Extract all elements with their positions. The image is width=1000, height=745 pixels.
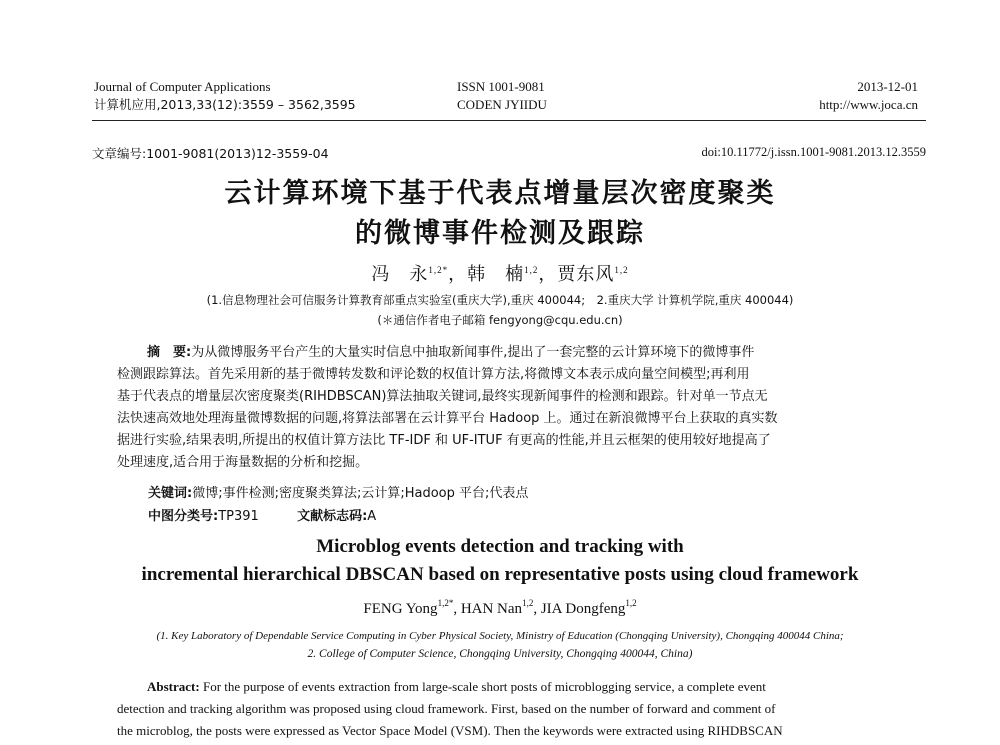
journal-name-en: Journal of Computer Applications — [94, 79, 271, 94]
article-number: 文章编号:1001-9081(2013)12-3559-04 — [92, 146, 329, 161]
title-cn-line1: 云计算环境下基于代表点增量层次密度聚类 — [224, 178, 776, 209]
author-en-2-sup: 1,2 — [522, 598, 534, 608]
affiliations-en-line2: 2. College of Computer Science, Chongqing University, Chongqing 400044, China) — [307, 648, 693, 660]
journal-citation-cn: 计算机应用,2013,33(12):3559 – 3562,3595 — [94, 97, 356, 112]
abstract-cn — [117, 342, 907, 474]
coden: CODEN JYIIDU — [457, 97, 547, 112]
affiliations-cn: (1.信息物理社会可信服务计算教育部重点实验室(重庆大学),重庆 400044; 2.重庆大学 计算机学院,重庆 400044) — [206, 293, 794, 307]
author-cn-1: 冯 永 — [371, 264, 429, 284]
clc-label: 中图分类号: — [148, 509, 219, 524]
title-en-line2: incremental hierarchical DBSCAN based on representative posts using cloud framework — [141, 564, 859, 585]
keywords-cn-label: 关键词: — [148, 486, 193, 501]
header-rule — [92, 120, 926, 121]
abstract-cn-line: 摘 要:为从微博服务平台产生的大量实时信息中抽取新闻事件,提出了一套完整的云计算环境下的微博事件 — [147, 345, 755, 360]
doc-code-value: A — [367, 509, 377, 524]
abstract-en-line: Abstract: For the purpose of events extraction from large-scale short posts of microblogging service, a complete event — [147, 679, 766, 694]
abstract-en-line: the microblog, the posts were expressed as Vector Space Model (VSM). Then the keywords were extracted using RIHDBSCAN — [117, 723, 783, 738]
title-cn-line2: 的微博事件检测及跟踪 — [355, 218, 645, 249]
abstract-cn-label: 摘 要: — [147, 345, 192, 360]
authors-cn — [0, 260, 1000, 286]
title-en-line1: Microblog events detection and tracking with — [316, 536, 684, 557]
doi[interactable]: doi:10.11772/j.issn.1001-9081.2013.12.3559 — [701, 145, 926, 159]
author-cn-3: ，贾东风 — [538, 264, 615, 284]
author-cn-1-sup: 1,2* — [428, 265, 449, 275]
doc-code-label: 文献标志码: — [297, 509, 368, 524]
abstract-cn-line: 处理速度,适合用于海量数据的分析和挖掘。 — [117, 455, 369, 470]
email-cn: (＊通信作者电子邮箱 fengyong@cqu.edu.cn) — [377, 313, 623, 327]
author-cn-3-sup: 1,2 — [614, 265, 629, 275]
abstract-en-label: Abstract: — [147, 679, 200, 694]
keywords-cn — [148, 482, 528, 501]
author-en-2: , HAN Nan — [453, 601, 523, 617]
author-cn-2: ，韩 楠 — [448, 264, 525, 284]
author-en-3: , JIA Dongfeng — [533, 601, 626, 617]
abstract-en-line: detection and tracking algorithm was proposed using cloud framework. First, based on the number of forward and comment of — [117, 701, 776, 716]
author-cn-2-sup: 1,2 — [524, 265, 539, 275]
publication-date: 2013-12-01 — [857, 79, 918, 94]
clc-value: TP391 — [218, 509, 259, 524]
abstract-en — [117, 676, 917, 742]
abstract-cn-line: 法快速高效地处理海量微博数据的问题,将算法部署在云计算平台 Hadoop 上。通过在新浪微博平台上获取的真实数 — [117, 411, 778, 426]
classification-cn — [148, 505, 376, 524]
abstract-cn-line: 据进行实验,结果表明,所提出的权值计算方法比 TF-IDF 和 UF-ITUF 有更高的性能,并且云框架的使用较好地提高了 — [117, 433, 771, 448]
author-en-1-sup: 1,2* — [437, 598, 454, 608]
abstract-cn-line: 基于代表点的增量层次密度聚类(RIHDBSCAN)算法抽取关键词,最终实现新闻事件的检测和跟踪。针对单一节点无 — [117, 389, 768, 404]
journal-url[interactable]: http://www.joca.cn — [819, 97, 918, 112]
author-en-1: FENG Yong — [363, 601, 438, 617]
author-en-3-sup: 1,2 — [625, 598, 637, 608]
authors-en — [0, 598, 1000, 618]
keywords-cn-value: 微博;事件检测;密度聚类算法;云计算;Hadoop 平台;代表点 — [192, 486, 529, 501]
abstract-cn-line: 检测跟踪算法。首先采用新的基于微博转发数和评论数的权值计算方法,将微博文本表示成向量空间模型;再利用 — [117, 367, 750, 382]
issn: ISSN 1001-9081 — [457, 79, 545, 94]
affiliations-en-line1: (1. Key Laboratory of Dependable Service Computing in Cyber Physical Society, Ministry of Education (Chongqing University), Chongqing 400044 China; — [156, 630, 844, 642]
